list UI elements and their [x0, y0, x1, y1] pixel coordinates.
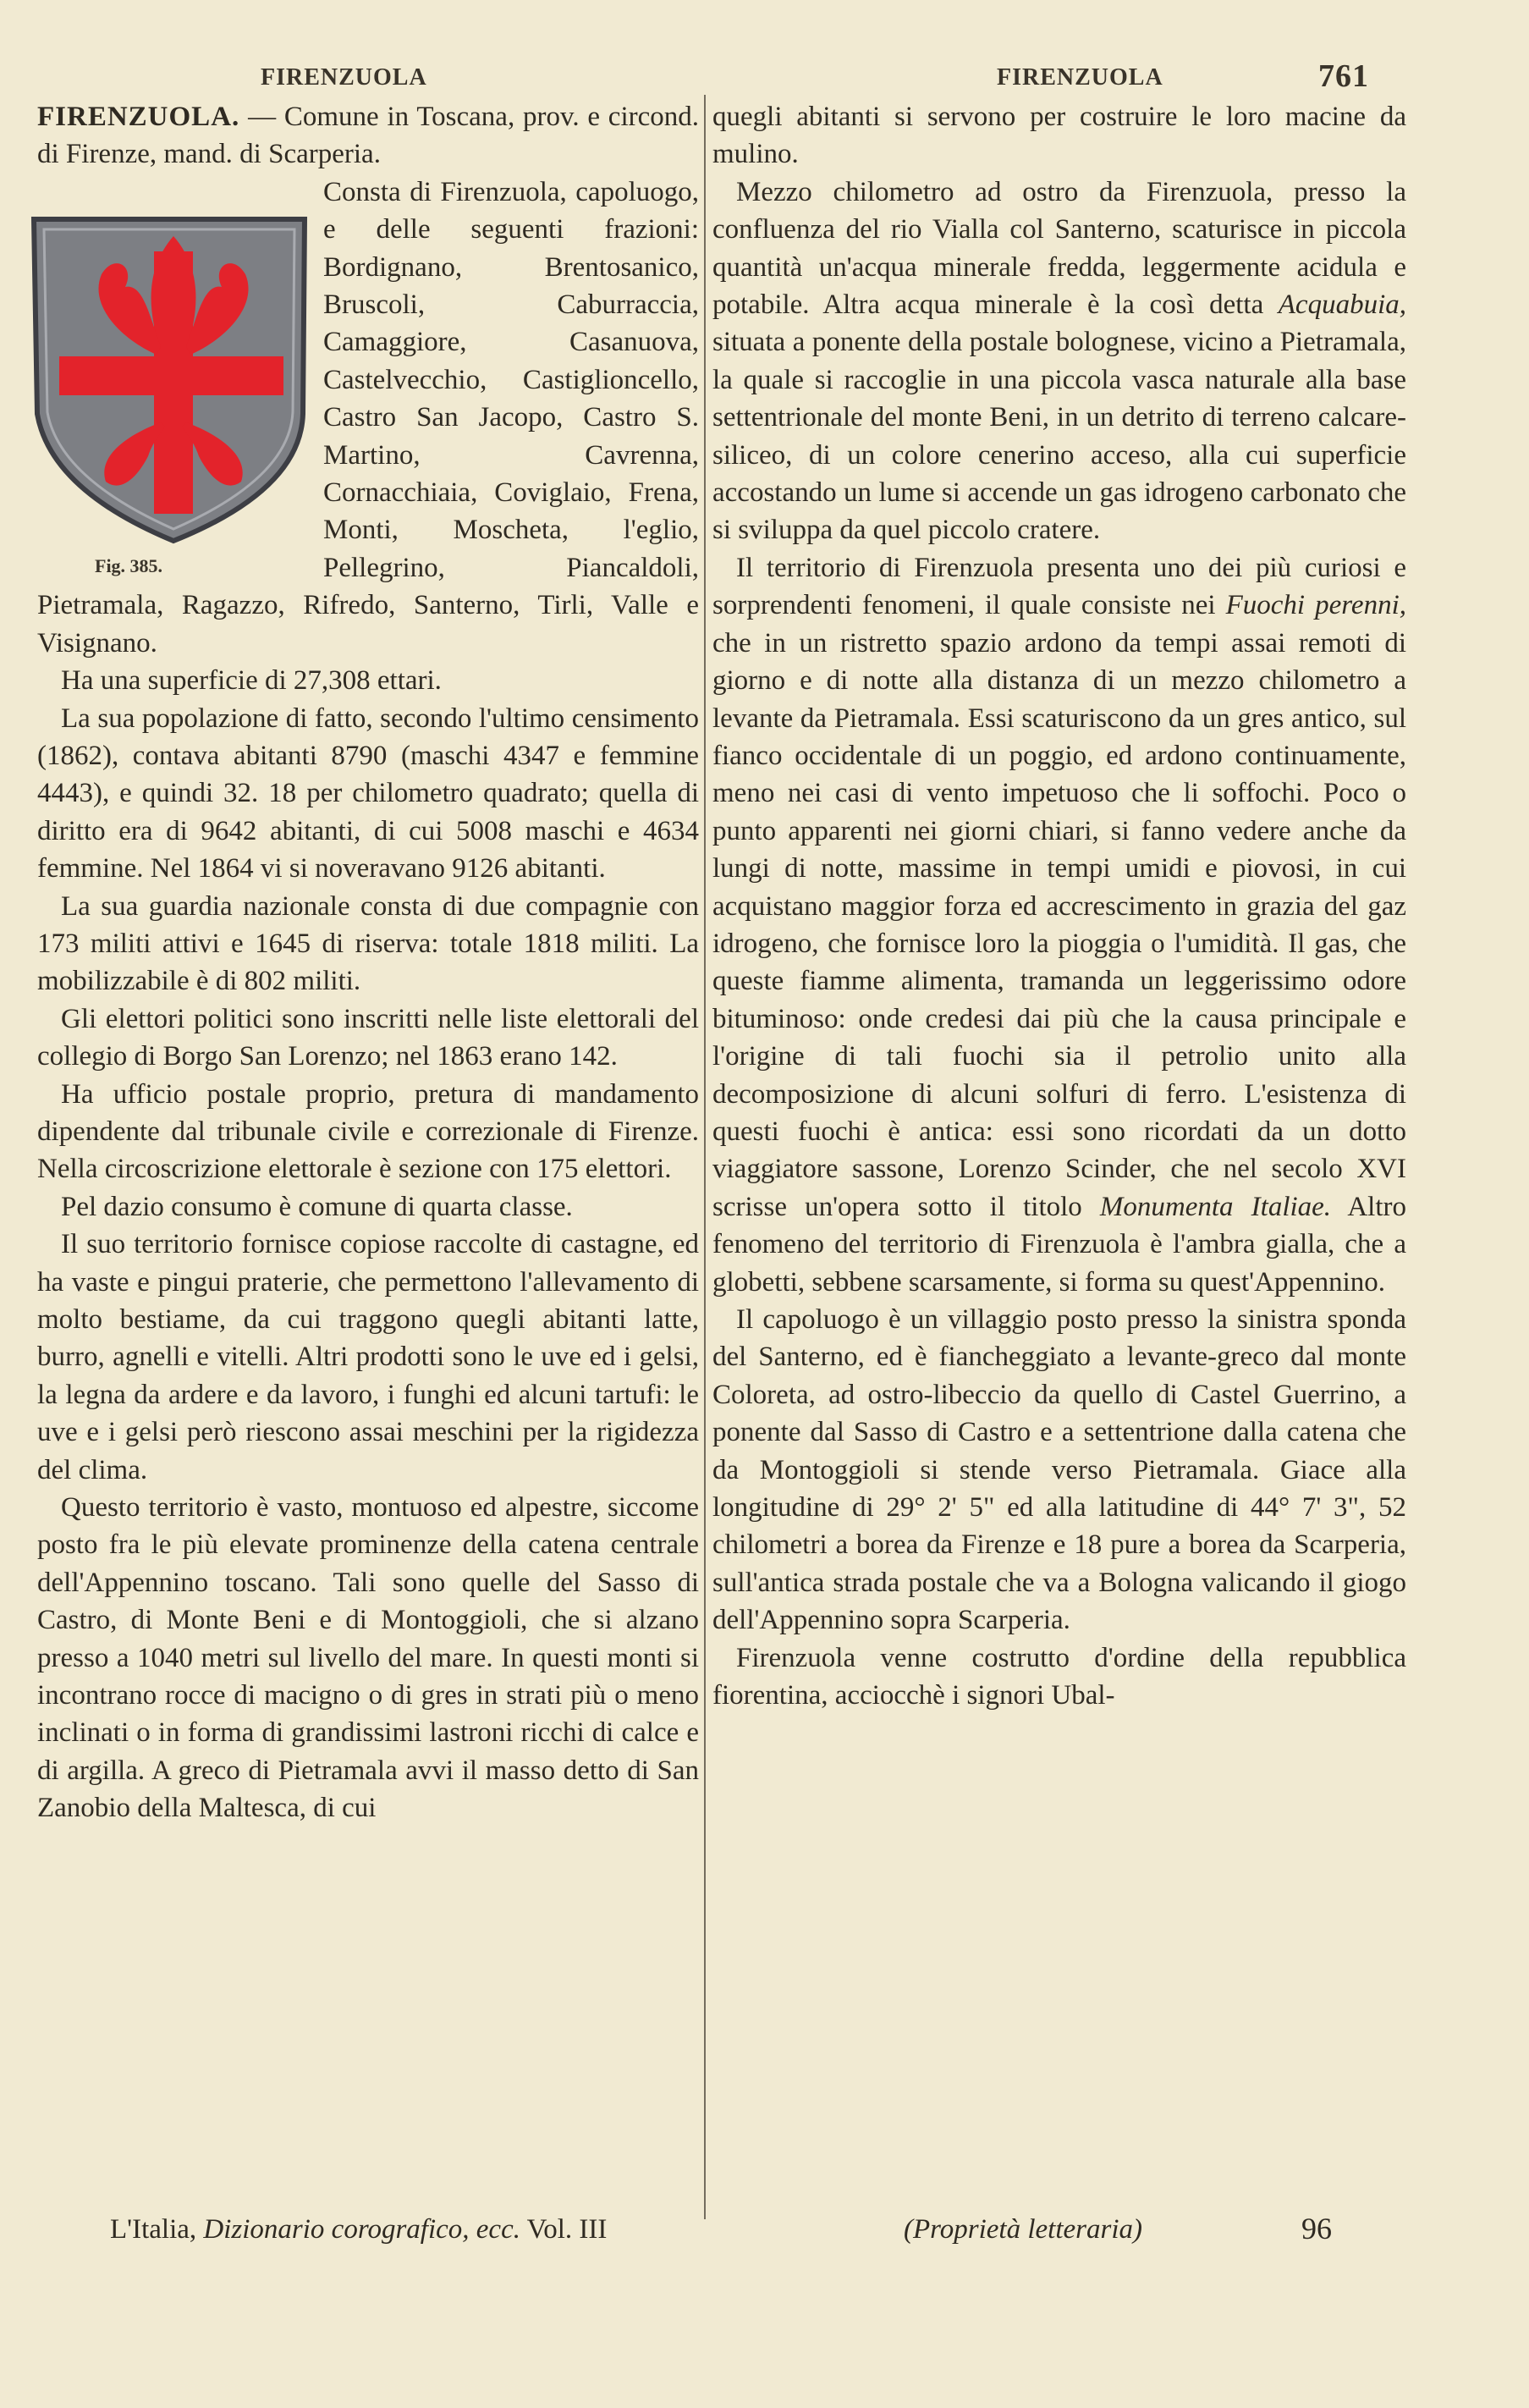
frazioni-beside-crest: Consta di Firenzuola, capoluogo, e delle seguenti frazioni: Bordignano, Brentosanico, Bruscoli, Caburraccia, Camaggiore, Casanuova, Castelvecchio, Castiglioncello, Castro San Jacopo, Castro S. Martino, Cavrenna, Cornacchiaia, Coviglaio, Frena, Monti, Moscheta,	[323, 176, 699, 546]
fuochi-italic-term: Fuochi perenni,	[1225, 590, 1406, 621]
para-elettori: Gli elettori politici sono inscritti nelle liste elettorali del collegio di Borgo San Lorenzo; nel 1863 erano 142.	[37, 1003, 699, 1072]
para-dazio: Pel dazio consumo è comune di quarta classe.	[61, 1191, 573, 1222]
fuochi-text-a: Il territorio di Firenzuola presenta uno dei più curiosi e sorprendenti fenomeni, il quale consiste nei	[712, 552, 1406, 621]
footer-signature: 96	[1301, 2212, 1332, 2245]
para-guardia: La sua guardia nazionale consta di due compagnie con 173 militi attivi e 1645 di riserva: totale 1818 militi. La mobilizzabile è di 802 militi.	[37, 890, 699, 997]
footer-publication	[110, 2214, 607, 2245]
para-ultimo: Firenzuola venne costrutto d'ordine della repubblica fiorentina, acciocchè i signori Ubal-	[712, 1642, 1406, 1711]
footer-left-italic: Dizionario corografico, ecc.	[203, 2214, 520, 2245]
entry-intro	[37, 98, 699, 174]
footer-property-text: (Proprietà letteraria)	[904, 2214, 1142, 2245]
column-divider	[704, 95, 706, 2219]
figure-label: Fig. 385.	[95, 554, 163, 576]
fleur-de-lis-coat-of-arms-icon	[25, 202, 313, 549]
para-continuation: quegli abitanti si servono per costruire le loro macine da mulino.	[712, 102, 1406, 170]
para-capoluogo: Il capoluogo è un villaggio posto presso la sinistra sponda del Santerno, ed è fiancheggiato a levante-greco dal monte Coloreta, ad ostro-libeccio da quello di Castel Guerrino, a ponente dal Sasso di Castro e a settentrione dalla catena che da Montoggioli si stende verso Pietramala. Giace alla longitudine di 29° 2' 5" ed alla latitudine di 44° 7' 3", 52 chilometri a borea da Firenze e 18 pure a borea da Scarperia, sull'antica strada postale che va a Bologna valicando il giogo dell'Appennino sopra Scarperia.	[712, 1304, 1406, 1636]
para-fuochi	[712, 549, 1406, 1301]
para-superficie: Ha una superficie di 27,308 ettari.	[61, 665, 442, 697]
acqua-text-b: situata a ponente della postale bolognese, vicino a Pietramala, la quale si raccoglie in una piccola vasca naturale alla base settentrionale del monte Beni, in un detrito di terreno calcare-siliceo, di un colore cenerino acceso, alla cui superficie accostando un lume si accende un gas idrogeno carbonato che si sviluppa da quel piccolo cratere.	[712, 327, 1406, 546]
acqua-text-a: Mezzo chilometro ad ostro da Firenzuola, presso la confluenza del rio Vialla col Santerno, scaturisce in piccola quantità un'acqua minerale fredda, leggermente acidula e potabile. Altra acqua minerale è la così detta	[712, 176, 1406, 321]
acqua-italic-term: Acquabuia,	[1278, 289, 1406, 321]
frazioni-continued: l'eglio, Pellegrino, Piancaldoli, Pietramala, Ragazzo, Rifredo, Santerno, Tirli, Valle e Visignano.	[37, 515, 699, 658]
running-head-left: FIRENZUOLA	[261, 64, 427, 91]
para-popolazione: La sua popolazione di fatto, secondo l'ultimo censimento (1862), contava abitanti 8790 (maschi 4347 e femmine 4443), e quindi 32. 18 per chilometro quadrato; quella di diritto era di 9642 abitanti, di cui 5008 maschi e 4634 femmine. Nel 1864 vi si noveravano 9126 abitanti.	[37, 703, 699, 884]
page-number: 761	[1318, 58, 1369, 94]
left-column	[37, 98, 699, 1827]
footer-left-a: L'Italia,	[110, 2214, 204, 2245]
footer-left-b: Vol. III	[520, 2214, 608, 2245]
para-ufficio: Ha ufficio postale proprio, pretura di mandamento dipendente dal tribunale civile e correzionale di Firenze. Nella circoscrizione elettorale è sezione con 175 elettori.	[37, 1078, 699, 1185]
entry-headword: FIRENZUOLA.	[37, 102, 240, 132]
fuochi-text-c: Altro fenomeno del territorio di Firenzuola è l'ambra gialla, che a globetti, sebbene scarsamente, si forma su quest'Appennino.	[712, 1191, 1407, 1298]
figure-385	[25, 174, 318, 576]
right-column	[712, 98, 1406, 1714]
running-head-right: FIRENZUOLA	[997, 64, 1163, 91]
para-territorio: Il suo territorio fornisce copiose raccolte di castagne, ed ha vaste e pingui praterie, che permettono l'allevamento di molto bestiame, da cui traggono quegli abitanti latte, burro, agnelli e vitelli. Altri prodotti sono le uve ed i gelsi, la legna da ardere e da lavoro, i funghi ed alcuni tartufi: le uve e i gelsi però riescono assai meschini per la rigidezza del clima.	[37, 1229, 699, 1485]
para-acqua	[712, 174, 1406, 549]
entry-intro-text: — Comune in Toscana, prov. e circond. di Firenze, mand. di Scarperia.	[37, 102, 699, 170]
footer-property	[904, 2214, 1142, 2245]
para-montuoso: Questo territorio è vasto, montuoso ed alpestre, siccome posto fra le più elevate prominenze della catena centrale dell'Appennino toscano. Tali sono quelle del Sasso di Castro, di Monte Beni e di Montoggioli, che si alzano presso a 1040 metri sul livello del mare. In questi monti si incontrano rocce di macigno o di gres in strati più o meno inclinati o in forma di grandissimi lastroni ricchi di calce e di argilla. A greco di Pietramala avvi il masso detto di San Zanobio della Maltesca, di cui	[37, 1492, 699, 1824]
fuochi-italic-title: Monumenta Italiae.	[1099, 1191, 1332, 1222]
fuochi-text-b: che in un ristretto spazio ardono da tempi assai remoti di giorno e di notte alla distanza di un mezzo chilometro a levante da Pietramala. Essi scaturiscono da un gres antico, sul fianco occidentale di un poggio, ed ardono continuamente, meno nei casi di vento impetuoso che li soffochi. Poco o punto apparenti nei giorni chiari, si fanno vedere anche da lungi di notte, massime in tempi umidi e piovosi, in cui acquistano maggior forza ed accrescimento in grazia del gaz idrogeno, che fornisce loro la pioggia o l'umidità. Il gas, che queste fiamme alimenta, tramanda un leggerissimo odore bituminoso: onde credesi dai più che la causa principale e l'origine di tali fuochi sia il petrolio unito alla decomposizione di alcuni solfuri di ferro. L'esistenza di questi fuochi è antica: essi sono ricordati da un dotto viaggiatore sassone, Lorenzo Scinder, che nel secolo XVI scrisse un'opera sotto il titolo	[712, 627, 1406, 1222]
